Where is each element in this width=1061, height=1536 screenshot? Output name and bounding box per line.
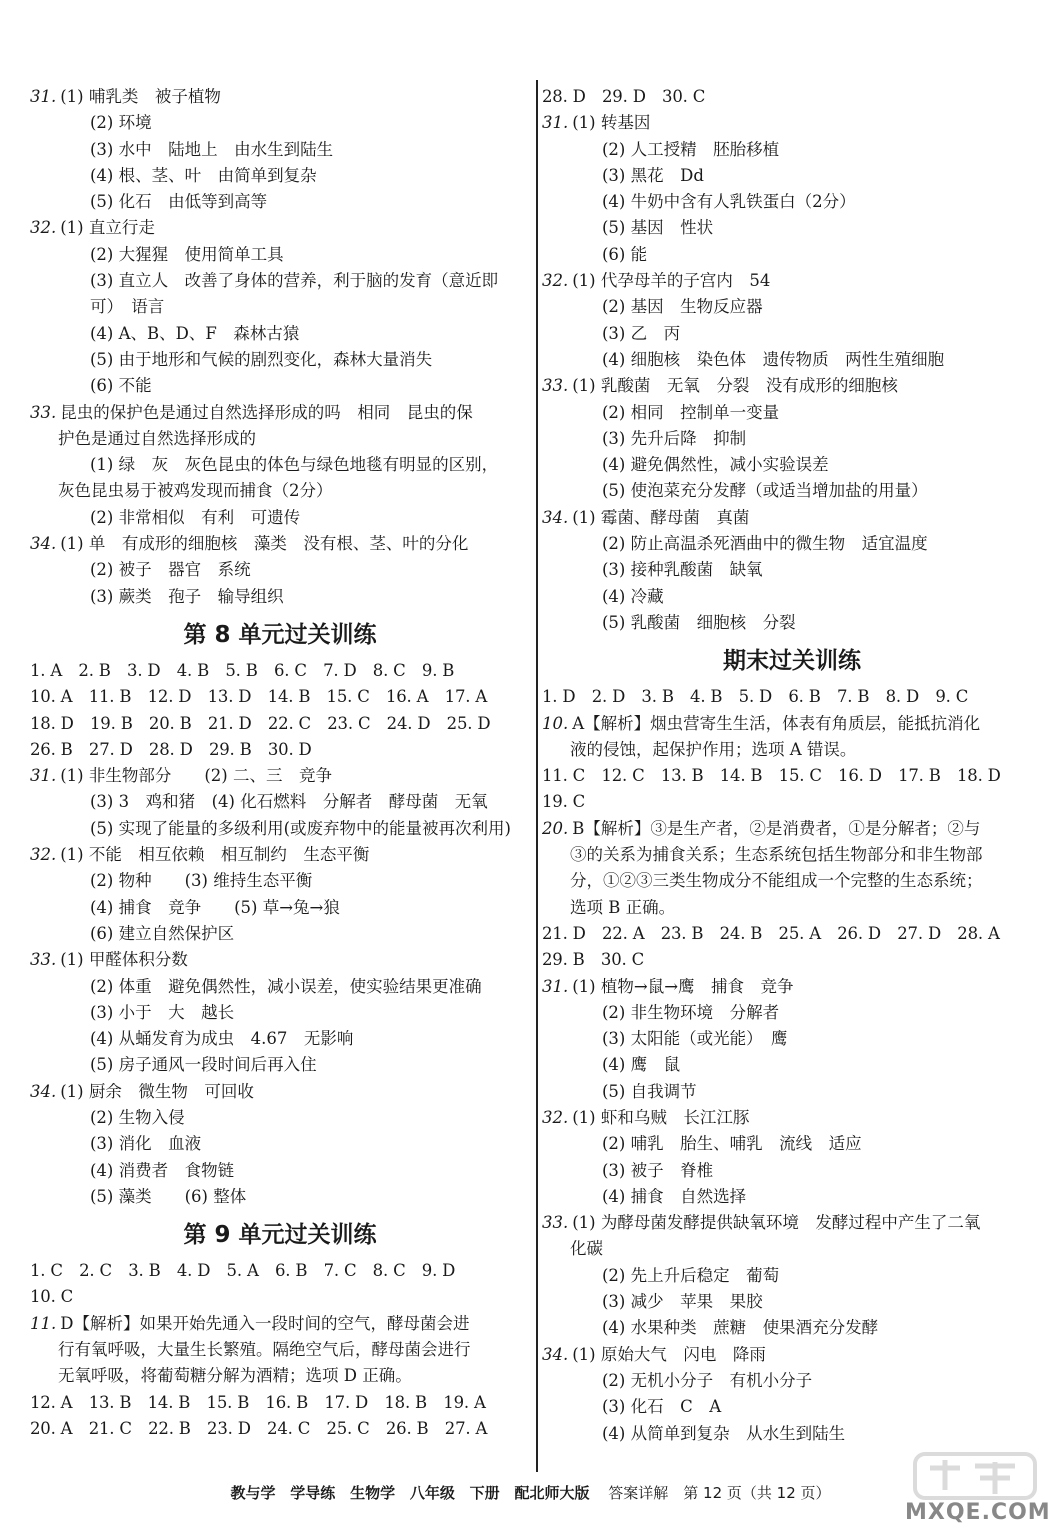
choice-answers-row: 12. A 13. B 14. B 15. B 16. B 17. D 18. B 19. A	[30, 1392, 486, 1412]
choice-answers-row: 18. D 19. B 20. B 21. D 22. C 23. C 24. D 25. D	[30, 713, 491, 733]
sub-answer: (2) 人工授精 胚胎移植	[602, 139, 780, 159]
sub-answer: (3) 乙 丙	[602, 323, 681, 343]
sub-answer: (5) 由于地形和气候的剧烈变化，森林大量消失	[90, 349, 433, 369]
question-number: 34.	[542, 507, 569, 527]
answer-item	[542, 268, 1042, 294]
answer-item	[30, 763, 530, 789]
answer-text: (1) 转基因	[572, 113, 651, 133]
answer-text: (1) 霉菌、酵母菌 真菌	[572, 507, 750, 527]
question-number: 33.	[30, 950, 57, 970]
right-column	[542, 84, 1042, 1447]
answer-item	[30, 947, 530, 973]
answer-item	[30, 84, 530, 110]
answer-text: (1) 甲醛体积分数	[60, 950, 188, 970]
footer-subject: 生物学	[350, 1484, 396, 1502]
sub-answer: (2) 哺乳 胎生、哺乳 流线 适应	[602, 1134, 862, 1154]
watermark-text: MXQE.COM	[905, 1500, 1051, 1525]
sub-answer: (2) 相同 控制单一变量	[602, 402, 780, 422]
footer-edition: 配北师大版	[514, 1484, 590, 1502]
choice-answers-row: 1. D 2. D 3. B 4. B 5. D 6. B 7. B 8. D 9. C	[542, 687, 969, 707]
answer-text: (1) 虾和乌贼 长江江豚	[572, 1107, 750, 1127]
column-divider	[536, 80, 538, 1472]
answer-item	[542, 1210, 1042, 1236]
answer-item	[30, 215, 530, 241]
answer-item	[542, 816, 1042, 842]
answer-text: B【解析】③是生产者，②是消费者，①是分解者；②与	[572, 818, 981, 838]
choice-answers-row: 28. D 29. D 30. C	[542, 87, 706, 106]
answer-text: A【解析】烟虫营寄生生活，体表有角质层，能抵抗消化	[572, 713, 981, 733]
continuation-line: 护色是通过自然选择形成的	[58, 428, 256, 448]
answer-item	[30, 400, 530, 426]
question-number: 31.	[30, 766, 57, 786]
question-number: 11.	[30, 1313, 57, 1333]
question-number: 33.	[542, 376, 569, 396]
answer-text: 昆虫的保护色是通过自然选择形成的吗 相同 昆虫的保	[60, 402, 473, 422]
answer-item	[542, 711, 1042, 737]
sub-answer: (2) 先上升后稳定 葡萄	[602, 1265, 780, 1285]
choice-answers-row: 19. C	[542, 792, 586, 812]
sub-answer: (3) 3 鸡和猪 (4) 化石燃料 分解者 酵母菌 无氧	[90, 792, 488, 812]
answer-item	[542, 974, 1042, 1000]
sub-answer: (2) 基因 生物反应器	[602, 297, 763, 317]
sub-answer: (2) 无机小分子 有机小分子	[602, 1370, 813, 1390]
answer-text: (1) 单 有成形的细胞核 藻类 没有根、茎、叶的分化	[60, 534, 469, 554]
footer-volume: 下册	[469, 1484, 500, 1502]
sub-answer: (3) 被子 脊椎	[602, 1160, 714, 1180]
answer-item	[542, 1342, 1042, 1368]
question-number: 34.	[30, 534, 57, 554]
question-number: 32.	[30, 218, 57, 238]
left-column	[30, 84, 530, 1442]
section-heading: 第 8 单元过关训练	[183, 621, 377, 648]
sub-answer: (4) 细胞核 染色体 遗传物质 两性生殖细胞	[602, 349, 945, 369]
footer-book: 教与学	[230, 1484, 276, 1502]
answer-text: (1) 原始大气 闪电 降雨	[572, 1344, 766, 1364]
answer-item	[30, 531, 530, 557]
answer-text: (1) 代孕母羊的子宫内 54	[572, 271, 771, 291]
sub-answer: (5) 基因 性状	[602, 218, 714, 238]
sub-answer: (2) 体重 避免偶然性，减小误差，使实验结果更准确	[90, 976, 482, 996]
sub-answer: (4) 捕食 竞争 (5) 草→兔→狼	[90, 897, 340, 917]
sub-answer: (4) 避免偶然性，减小实验误差	[602, 455, 829, 475]
continuation-line: 无氧呼吸，将葡萄糖分解为酒精；选项 D 正确。	[58, 1366, 412, 1386]
sub-answer: (2) 被子 器官 系统	[90, 560, 251, 580]
sub-answer: (3) 蕨类 孢子 输导组织	[90, 586, 284, 606]
choice-answers-row: 21. D 22. A 23. B 24. B 25. A 26. D 27. D 28. A	[542, 923, 1000, 943]
question-number: 33.	[542, 1213, 569, 1233]
answer-text: (1) 非生物部分 (2) 二、三 竞争	[60, 766, 332, 786]
question-number: 32.	[542, 1107, 569, 1127]
choice-answers-row: 10. C	[30, 1287, 74, 1307]
sub-answer: (3) 水中 陆地上 由水生到陆生	[90, 139, 334, 159]
sub-answer: (4) 根、茎、叶 由简单到复杂	[90, 165, 317, 185]
question-number: 31.	[542, 113, 569, 133]
sub-answer: (5) 化石 由低等到高等	[90, 192, 268, 212]
answer-item	[30, 1079, 530, 1105]
answer-item	[30, 842, 530, 868]
answer-text: (1) 植物→鼠→鹰 捕食 竞争	[572, 976, 794, 996]
choice-answers-row: 26. B 27. D 28. D 29. B 30. D	[30, 739, 312, 759]
choice-answers-row: 1. A 2. B 3. D 4. B 5. B 6. C 7. D 8. C 9. B	[30, 660, 455, 680]
question-number: 32.	[542, 271, 569, 291]
sub-answer: (5) 房子通风一段时间后再入住	[90, 1055, 317, 1075]
question-number: 10.	[542, 713, 569, 733]
sub-answer: (3) 先升后降 抑制	[602, 428, 747, 448]
question-number: 32.	[30, 845, 57, 865]
answer-item	[30, 1311, 530, 1337]
question-number: 33.	[30, 402, 57, 422]
answer-text: (1) 不能 相互依赖 相互制约 生态平衡	[60, 845, 370, 865]
sub-answer: (2) 生物入侵	[90, 1107, 185, 1127]
sub-answer: (4) 从蛹发育为成虫 4.67 无影响	[90, 1029, 354, 1049]
question-number: 20.	[542, 818, 569, 838]
sub-answer: (3) 消化 血液	[90, 1134, 202, 1154]
continuation-line: 行有氧呼吸，大量生长繁殖。隔绝空气后，酵母菌会进行	[58, 1340, 471, 1360]
answer-text: (1) 哺乳类 被子植物	[60, 87, 221, 106]
answer-item	[542, 373, 1042, 399]
sub-answer: (4) 消费者 食物链	[90, 1160, 235, 1180]
section-heading: 第 9 单元过关训练	[183, 1222, 377, 1249]
sub-answer: (6) 建立自然保护区	[90, 923, 235, 943]
sub-answer: (4) 冷藏	[602, 586, 664, 606]
choice-answers-row: 11. C 12. C 13. B 14. B 15. C 16. D 17. B 18. D	[542, 766, 1001, 786]
continuation-line: 化碳	[570, 1239, 603, 1259]
sub-answer: (3) 化石 C A	[602, 1397, 722, 1417]
sub-answer: (3) 太阳能（或光能） 鹰	[602, 1029, 788, 1049]
question-number: 34.	[30, 1081, 57, 1101]
sub-answer: (3) 黑花 Dd	[602, 165, 704, 185]
question-number: 31.	[542, 976, 569, 996]
answer-item	[542, 1105, 1042, 1131]
sub-answer: (5) 使泡菜充分发酵（或适当增加盐的用量）	[602, 481, 928, 501]
sub-answer: (2) 防止高温杀死酒曲中的微生物 适宜温度	[602, 534, 928, 554]
sub-answer: 可） 语言	[90, 297, 165, 317]
answer-item	[542, 110, 1042, 136]
sub-answer: (2) 非常相似 有利 可遗传	[90, 507, 301, 527]
sub-answer: (2) 大猩猩 使用简单工具	[90, 244, 284, 264]
answer-text: (1) 为酵母菌发酵提供缺氧环境 发酵过程中产生了二氧	[572, 1213, 981, 1233]
question-number: 34.	[542, 1344, 569, 1364]
footer-grade: 八年级	[409, 1484, 455, 1502]
sub-answer: (4) 水果种类 蔗糖 使果酒充分发酵	[602, 1318, 879, 1338]
continuation-line: ③的关系为捕食关系；生态系统包括生物部分和非生物部	[570, 845, 983, 865]
answer-item	[542, 505, 1042, 531]
answer-text: (1) 厨余 微生物 可回收	[60, 1081, 254, 1101]
continuation-line: 液的侵蚀，起保护作用；选项 A 错误。	[570, 739, 857, 759]
choice-answers-row: 1. C 2. C 3. B 4. D 5. A 6. B 7. C 8. C 9. D	[30, 1261, 456, 1281]
sub-answer: (3) 接种乳酸菌 缺氧	[602, 560, 763, 580]
sub-answer: (5) 自我调节	[602, 1081, 697, 1101]
answer-text: (1) 乳酸菌 无氧 分裂 没有成形的细胞核	[572, 376, 898, 396]
continuation-line: 灰色昆虫易于被鸡发现而捕食（2分）	[58, 481, 333, 501]
sub-answer: (3) 小于 大 越长	[90, 1002, 235, 1022]
sub-answer: (1) 绿 灰 灰色昆虫的体色与绿色地毯有明显的区别，	[90, 455, 499, 475]
sub-answer: (3) 直立人 改善了身体的营养，利于脑的发育（意近即	[90, 271, 499, 291]
sub-answer: (5) 乳酸菌 细胞核 分裂	[602, 612, 796, 632]
question-number: 31.	[30, 87, 57, 106]
sub-answer: (4) 鹰 鼠	[602, 1055, 681, 1075]
choice-answers-row: 20. A 21. C 22. B 23. D 24. C 25. C 26. B 27. A	[30, 1418, 488, 1438]
sub-answer: (4) A、B、D、F 森林古猿	[90, 323, 300, 343]
sub-answer: (6) 能	[602, 244, 648, 264]
footer-series: 学导练	[290, 1484, 336, 1502]
sub-answer: (5) 实现了能量的多级利用(或废弃物中的能量被再次利用)	[90, 818, 511, 838]
continuation-line: 选项 B 正确。	[570, 897, 676, 917]
answer-text: (1) 直立行走	[60, 218, 155, 238]
page-footer	[0, 1478, 1061, 1508]
sub-answer: (5) 藻类 (6) 整体	[90, 1186, 247, 1206]
sub-answer: (2) 环境	[90, 113, 152, 133]
sub-answer: (2) 非生物环境 分解者	[602, 1002, 780, 1022]
sub-answer: (6) 不能	[90, 376, 152, 396]
sub-answer: (4) 从简单到复杂 从水生到陆生	[602, 1423, 846, 1443]
section-heading: 期末过关训练	[723, 648, 861, 675]
sub-answer: (4) 捕食 自然选择	[602, 1186, 747, 1206]
choice-answers-row: 29. B 30. C	[542, 950, 645, 970]
sub-answer: (3) 减少 苹果 果胶	[602, 1292, 763, 1312]
sub-answer: (4) 牛奶中含有人乳铁蛋白（2分）	[602, 192, 856, 212]
answer-text: D【解析】如果开始先通入一段时间的空气，酵母菌会进	[60, 1313, 470, 1333]
choice-answers-row: 10. A 11. B 12. D 13. D 14. B 15. C 16. A 17. A	[30, 687, 488, 707]
continuation-line: 分，①②③三类生物成分不能组成一个完整的生态系统；	[570, 871, 983, 891]
footer-page-number: 答案详解 第 12 页（共 12 页）	[608, 1484, 831, 1502]
sub-answer: (2) 物种 (3) 维持生态平衡	[90, 871, 313, 891]
